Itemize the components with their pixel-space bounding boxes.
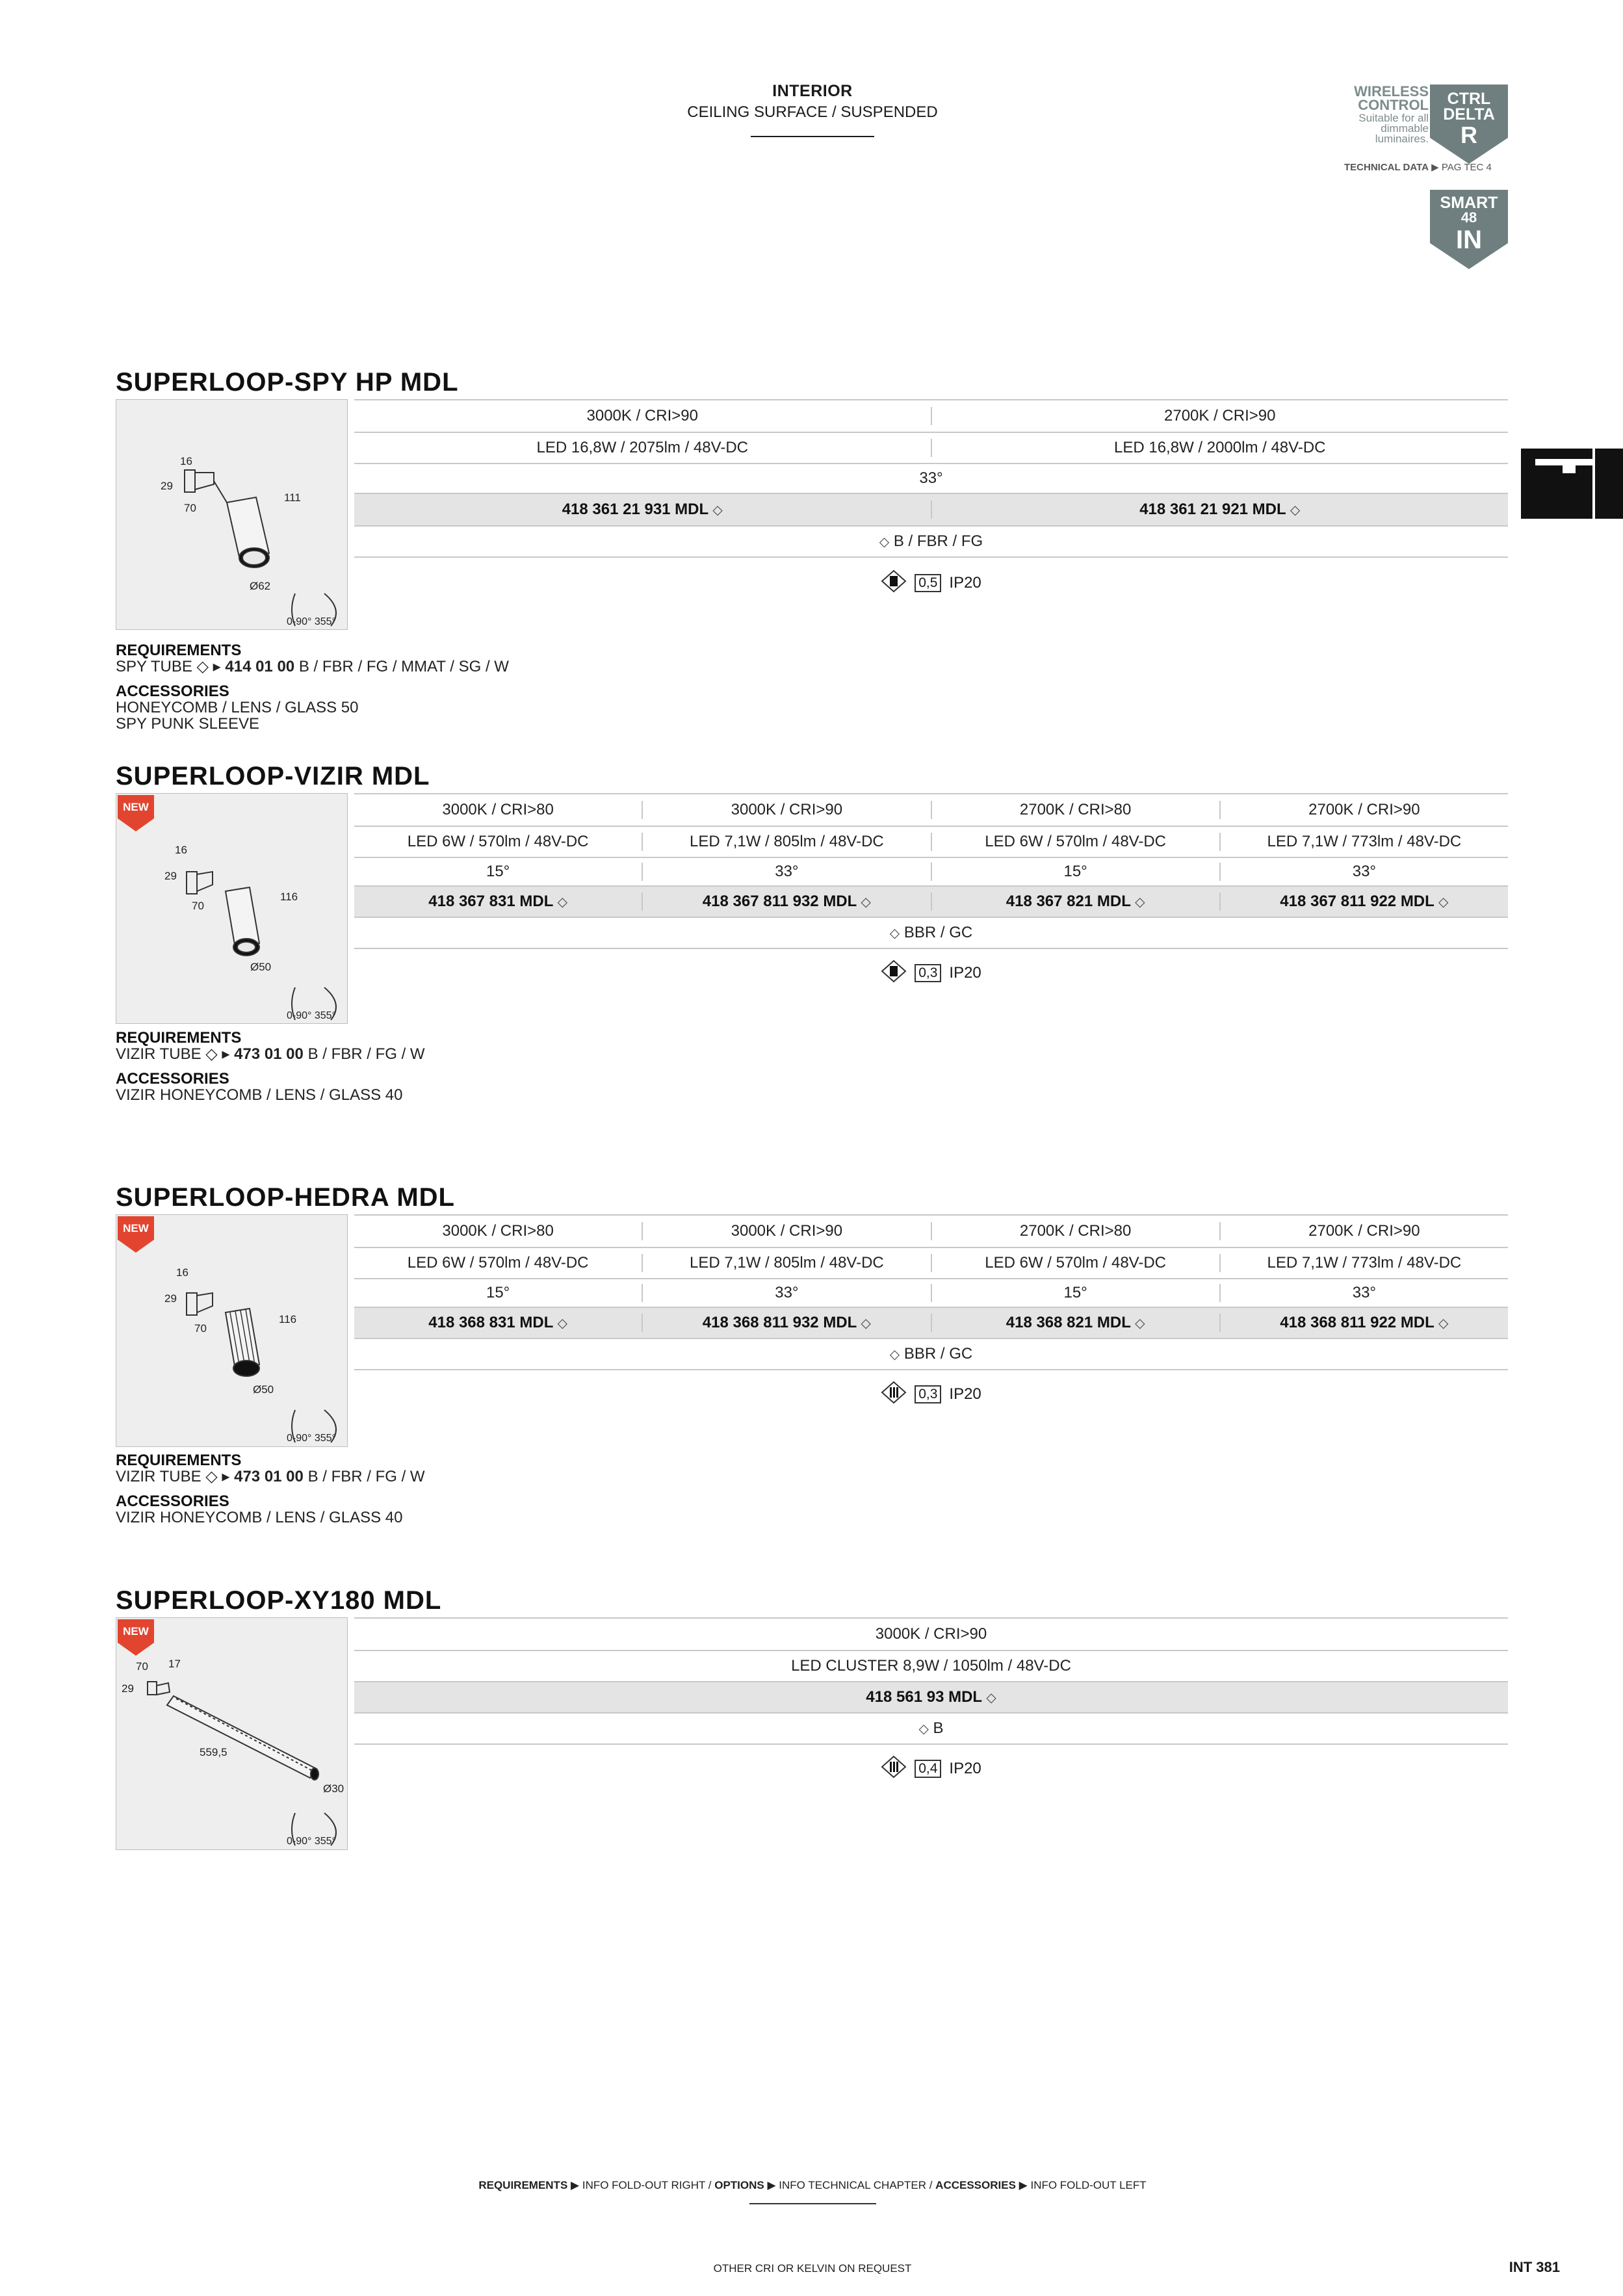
diamond-icon: ◇ [205,1468,218,1485]
product-title: SUPERLOOP-HEDRA MDL [116,1183,455,1212]
requirements-line [116,1468,425,1485]
diamond-icon: ◇ [712,503,723,517]
beam-cell: 33° [1219,1284,1508,1302]
requirements-item: VIZIR TUBE [116,1045,201,1063]
power-cell: LED 6W / 570lm / 48V-DC [931,833,1219,851]
dim-h: 116 [280,891,298,903]
dim-b: 29 [161,480,173,492]
requirements-label: REQUIREMENTS [116,642,242,659]
power-cell: LED 7,1W / 805lm / 48V-DC [642,1254,930,1272]
product-code-text: 418 367 811 922 MDL [1280,893,1435,910]
diamond-icon: ◇ [986,1691,996,1705]
dim-a: 70 [136,1660,148,1673]
product-code-text: 418 367 811 932 MDL [702,893,857,910]
product-code-text: 418 367 821 MDL [1006,893,1131,910]
requirements-finish: B / FBR / FG / W [307,1045,425,1063]
temp-cell: 3000K / CRI>90 [642,801,930,819]
wireless-title: WIRELESS CONTROL [1354,83,1429,113]
product-code[interactable] [1219,893,1508,911]
product-code[interactable] [931,1314,1219,1332]
diamond-icon: ◇ [1135,1316,1145,1331]
power-cell: LED 16,8W / 2000lm / 48V-DC [931,439,1509,457]
product-drawing [116,399,348,630]
product-drawing [116,1214,348,1447]
dim-b: 29 [164,870,177,882]
arrow-right-icon: ▶ [1019,2179,1028,2191]
power-cell: LED 6W / 570lm / 48V-DC [407,1254,589,1272]
spec-table [354,793,1508,997]
beam-cell: 15° [931,1284,1219,1302]
finish-text: BBR / GC [903,1345,973,1363]
ctrl-letter: R [1461,122,1477,148]
temp-row [354,1214,1508,1247]
beam-cell: 15° [931,863,1219,881]
accessory-item: HONEYCOMB / LENS / GLASS 50 [116,699,359,716]
product-code-text: 418 368 811 932 MDL [702,1314,857,1331]
driver-icon [881,569,907,597]
temp-row [354,1617,1508,1650]
beam-cell: 33° [642,863,930,881]
power-cell: LED 6W / 570lm / 48V-DC [407,833,589,850]
smart-line1: SMART [1440,194,1498,212]
dim-rot: 0-90° 355° [287,1433,336,1444]
ip-row [354,1743,1508,1793]
finish-text: BBR / GC [903,924,973,941]
dim-a2: 17 [168,1658,181,1670]
product-code-text: 418 361 21 921 MDL [1139,501,1286,518]
dim-h: 111 [284,491,301,504]
finish-cell [354,532,1508,551]
power-row [354,1650,1508,1681]
temp-cell: 3000K / CRI>90 [586,407,698,424]
smart48-shield-icon [1430,190,1508,270]
new-label: NEW [123,1222,149,1234]
beam-cell: 33° [642,1284,930,1302]
diamond-icon: ◇ [861,1316,871,1331]
dim-c: 70 [194,1322,207,1335]
ip-rating: IP20 [949,1385,981,1403]
arrow-right-icon: ▸ [222,1468,230,1485]
ceiling-icon [1535,459,1592,465]
finish-row [354,1712,1508,1743]
dim-rot: 0-90° 355° [287,1010,336,1021]
arrow-right-icon: ▸ [213,658,221,675]
beam-cell: 33° [1219,863,1508,881]
requirements-item: SPY TUBE [116,658,192,675]
chapter-tab[interactable] [1521,449,1623,519]
ip-rating: IP20 [949,574,981,592]
product-code-text: 418 561 93 MDL [866,1688,982,1706]
techdata-page: PAG TEC 4 [1441,162,1492,173]
power-value: 0,3 [915,1385,941,1403]
luminaire-drawing [116,400,348,631]
smart-line2: 48 [1461,209,1477,226]
power-value: 0,5 [915,574,941,592]
diamond-icon: ◇ [1438,895,1449,909]
dim-a: 16 [176,1266,188,1279]
accessory-item: VIZIR HONEYCOMB / LENS / GLASS 40 [116,1086,403,1104]
power-value: 0,3 [915,964,941,982]
requirements-finish: B / FBR / FG / W [307,1468,425,1485]
power-cell: LED 6W / 570lm / 48V-DC [931,1254,1219,1272]
dim-a: 16 [180,455,192,467]
temp-cell: 3000K / CRI>80 [442,801,554,818]
accessories-label: ACCESSORIES [116,1493,229,1510]
product-code[interactable] [642,893,930,911]
finish-cell [354,924,1508,942]
ctrl-line2: DELTA [1443,105,1495,124]
footer-opt-text: INFO TECHNICAL CHAPTER / [779,2179,933,2191]
diamond-icon: ◇ [879,535,890,549]
arrow-right-icon: ▸ [222,1045,230,1063]
product-title: SUPERLOOP-XY180 MDL [116,1586,442,1615]
product-code[interactable] [354,1314,642,1332]
arrow-right-icon: ▶ [571,2179,580,2191]
product-code[interactable] [931,893,1219,911]
wireless-note: Suitable for all dimmable luminaires. [1358,112,1429,145]
product-code-text: 418 368 831 MDL [428,1314,553,1331]
temp-cell: 2700K / CRI>90 [1219,1222,1508,1240]
spec-table [354,399,1508,608]
footer-legend [325,2179,1300,2192]
requirements-code[interactable]: 414 01 00 [225,658,295,675]
requirements-line [116,1046,425,1062]
accessory-item: SPY PUNK SLEEVE [116,715,259,733]
new-label: NEW [123,1625,149,1637]
new-badge-icon [118,1216,154,1253]
beam-cell: 33° [919,469,943,487]
power-row [354,1247,1508,1278]
finish-cell [354,1719,1508,1738]
dim-d: Ø50 [250,961,272,973]
dim-d: Ø50 [253,1383,274,1396]
product-drawing [116,1617,348,1850]
accessories-label: ACCESSORIES [116,1070,229,1088]
finish-row [354,525,1508,556]
ip-row [354,948,1508,997]
header-rule [751,136,874,137]
diamond-icon: ◇ [889,1348,900,1362]
new-badge-icon [118,795,154,831]
product-code[interactable] [1219,1314,1508,1332]
dim-rot: 0-90° 355° [287,1836,336,1847]
product-code[interactable] [354,893,642,911]
dim-c: 70 [184,502,196,514]
diamond-icon: ◇ [1290,503,1301,517]
finish-row [354,1338,1508,1369]
product-vizir [116,762,1508,1104]
accessory-item: VIZIR HONEYCOMB / LENS / GLASS 40 [116,1509,403,1526]
product-code-text: 418 368 821 MDL [1006,1314,1131,1331]
ip-rating: IP20 [949,1760,981,1777]
dim-b: 29 [122,1682,134,1695]
finish-cell [354,1345,1508,1363]
page-header [650,82,975,137]
footer-req-label: REQUIREMENTS [478,2179,568,2191]
product-code-text: 418 361 21 931 MDL [562,501,708,518]
wireless-control-label [1344,85,1429,144]
finish-row [354,917,1508,948]
requirements-block [116,1030,425,1103]
code-row [354,493,1508,525]
diamond-icon: ◇ [557,895,567,909]
diamond-icon: ◇ [205,1045,218,1063]
beam-cell: 15° [486,863,510,880]
spec-table [354,1214,1508,1418]
footer-opt-label: OPTIONS [714,2179,764,2191]
section-subtitle: CEILING SURFACE / SUSPENDED [687,103,938,121]
beam-row [354,1278,1508,1307]
temp-cell: 2700K / CRI>80 [931,1222,1219,1240]
diamond-icon: ◇ [1438,1316,1449,1331]
dim-rot: 0-90° 355° [287,616,336,627]
dim-a: 16 [175,844,187,856]
beam-row [354,463,1508,493]
footer-req-text: INFO FOLD-OUT RIGHT / [582,2179,712,2191]
beam-row [354,857,1508,885]
power-cell: LED 7,1W / 773lm / 48V-DC [1219,1254,1508,1272]
product-code[interactable] [642,1314,930,1332]
requirements-finish: B / FBR / FG / MMAT / SG / W [298,658,509,675]
diamond-icon: ◇ [196,658,209,675]
spec-table [354,1617,1508,1793]
driver-icon [881,959,907,987]
footer-acc-text: INFO FOLD-OUT LEFT [1030,2179,1147,2191]
smart-line3: IN [1456,226,1482,254]
power-cell: LED 7,1W / 805lm / 48V-DC [642,833,930,851]
power-cell: LED CLUSTER 8,9W / 1050lm / 48V-DC [791,1657,1071,1675]
product-code-text: 418 367 831 MDL [428,893,553,910]
dim-c: 70 [192,900,204,912]
product-code-text: 418 368 811 922 MDL [1280,1314,1435,1331]
product-title: SUPERLOOP-VIZIR MDL [116,762,430,790]
ctrl-delta-shield-icon [1430,85,1508,165]
beam-cell: 15° [486,1284,510,1301]
requirements-label: REQUIREMENTS [116,1452,242,1469]
arrow-right-icon: ▶ [767,2179,776,2191]
power-cell: LED 16,8W / 2075lm / 48V-DC [536,439,748,456]
footer-note: OTHER CRI OR KELVIN ON REQUEST [713,2262,912,2275]
product-spy-hp [116,368,1508,733]
power-value: 0,4 [915,1760,941,1778]
temp-cell: 3000K / CRI>80 [442,1222,554,1240]
product-code[interactable] [354,501,931,519]
power-row [354,826,1508,857]
requirements-code[interactable]: 473 01 00 [234,1045,304,1063]
requirements-code[interactable]: 473 01 00 [234,1468,304,1485]
arrow-right-icon: ▶ [1431,162,1439,173]
dim-len: 559,5 [200,1746,227,1758]
temp-cell: 3000K / CRI>90 [642,1222,930,1240]
ip-rating: IP20 [949,964,981,982]
diamond-icon: ◇ [557,1316,567,1331]
requirements-block [116,1452,425,1526]
ip-row [354,556,1508,608]
requirements-item: VIZIR TUBE [116,1468,201,1485]
power-cell: LED 7,1W / 773lm / 48V-DC [1219,833,1508,851]
product-code[interactable] [354,1688,1508,1706]
driver-icon [881,1755,907,1783]
temp-cell: 3000K / CRI>90 [875,1625,987,1643]
diamond-icon: ◇ [918,1722,929,1736]
dim-d: Ø30 [323,1782,344,1795]
code-row [354,885,1508,917]
dim-h: 116 [279,1313,297,1325]
page-number: INT 381 [1509,2259,1560,2275]
driver-icon [881,1381,907,1409]
techdata-label: TECHNICAL DATA [1344,162,1429,173]
accessories-label: ACCESSORIES [116,683,229,700]
product-code[interactable] [931,501,1509,519]
code-row [354,1681,1508,1712]
code-row [354,1307,1508,1338]
dim-d: Ø62 [250,580,271,592]
ceiling-icon-stem [1563,465,1576,473]
diamond-icon: ◇ [861,895,871,909]
diamond-icon: ◇ [889,926,900,941]
footer-acc-label: ACCESSORIES [935,2179,1016,2191]
temp-row [354,793,1508,826]
temp-cell: 2700K / CRI>80 [931,801,1219,819]
temp-row [354,399,1508,432]
finish-text: B / FBR / FG [893,532,983,550]
requirements-line [116,659,509,675]
section-title: INTERIOR [772,82,853,100]
requirements-label: REQUIREMENTS [116,1029,242,1047]
diamond-icon: ◇ [1135,895,1145,909]
temp-cell: 2700K / CRI>90 [1219,801,1508,819]
footer-rule [749,2203,876,2204]
technical-data-ref [1344,161,1513,173]
finish-text: B [933,1719,944,1737]
ip-row [354,1369,1508,1418]
power-row [354,432,1508,463]
new-badge-icon [118,1619,154,1656]
temp-cell: 2700K / CRI>90 [931,407,1509,425]
new-label: NEW [123,801,149,813]
product-drawing [116,793,348,1024]
product-hedra [116,1183,1508,1526]
requirements-block [116,642,509,732]
product-xy180 [116,1586,1508,1847]
product-title: SUPERLOOP-SPY HP MDL [116,368,459,397]
ctrl-line1: CTRL [1447,90,1491,108]
dim-b: 29 [164,1292,177,1305]
